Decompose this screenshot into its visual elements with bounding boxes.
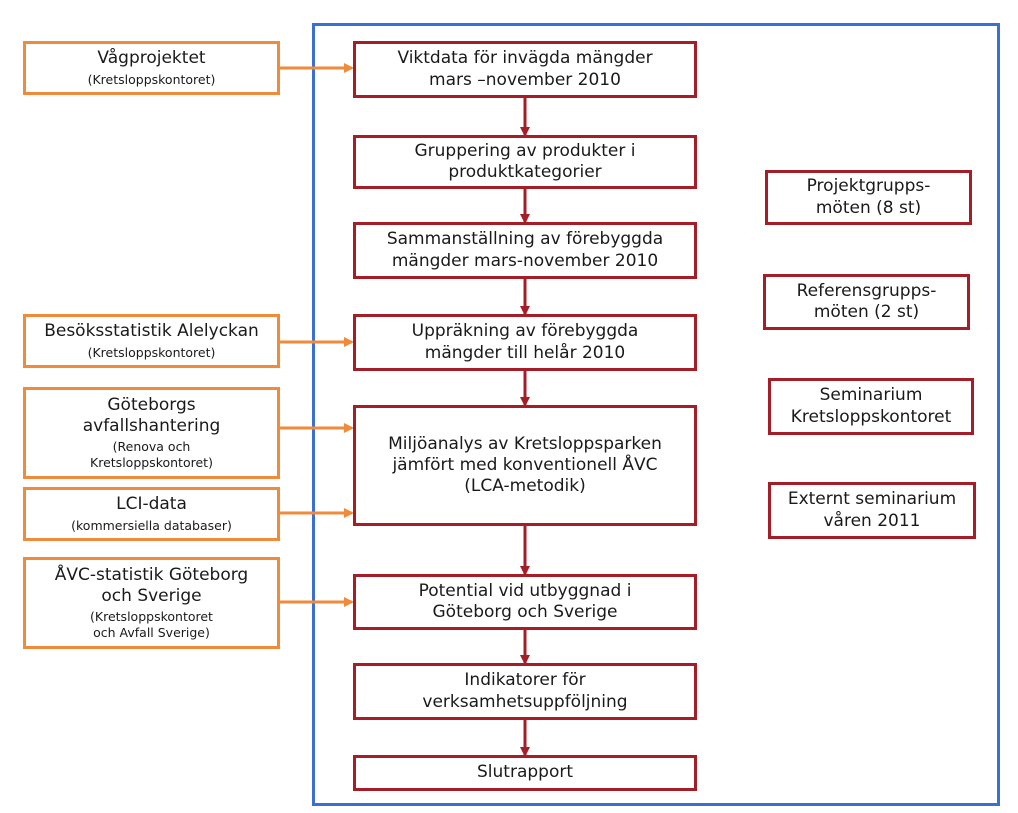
step-line-1: Slutrapport — [477, 762, 573, 783]
step-line-3: (LCA-metodik) — [464, 476, 586, 497]
input-avc-statistik — [23, 557, 280, 649]
step-line-2: mängder mars-november 2010 — [391, 250, 659, 271]
meeting-line-2: möten (2 st) — [813, 302, 920, 322]
step-line-1: Miljöanalys av Kretsloppsparken — [388, 433, 662, 454]
step-line-2: verksamhetsuppföljning — [422, 691, 628, 712]
meeting-line-2: möten (8 st) — [815, 197, 922, 218]
input-source-line-2: Kretsloppskontoret) — [90, 455, 213, 471]
input-goteborgs-avfall — [23, 387, 280, 479]
step-line-2: mängder till helår 2010 — [424, 342, 626, 363]
step-potential — [353, 574, 697, 630]
meeting-line-1: Referensgrupps- — [796, 280, 937, 301]
step-line-1: Potential vid utbyggnad i — [418, 580, 632, 601]
meeting-line-2: Kretsloppskontoret — [790, 406, 952, 427]
input-source-line-2: och Avfall Sverige) — [93, 625, 210, 641]
step-line-1: Sammanställning av förebyggda — [386, 229, 664, 250]
input-source: (kommersiella databaser) — [71, 517, 232, 533]
step-gruppering — [353, 135, 697, 189]
meeting-referensgrupp — [763, 274, 970, 330]
step-line-1: Indikatorer för — [464, 670, 586, 691]
step-upprakning — [353, 314, 697, 371]
input-title: Besöksstatistik Alelyckan — [44, 321, 259, 342]
input-title-line-1: Göteborgs — [107, 394, 196, 415]
meeting-projektgrupp — [765, 170, 972, 225]
input-source: (Kretsloppskontoret) — [87, 71, 216, 87]
input-source: (Kretsloppskontoret) — [87, 344, 216, 360]
input-vagprojektet — [23, 41, 280, 95]
input-besoksstatistik — [23, 314, 280, 368]
step-line-1: Uppräkning av förebyggda — [411, 321, 639, 342]
step-indikatorer — [353, 663, 697, 720]
step-line-2: Göteborg och Sverige — [432, 602, 618, 622]
input-lci-data — [23, 487, 280, 541]
step-line-1: Gruppering av produkter i — [414, 140, 636, 161]
step-line-2: produktkategorier — [448, 162, 602, 182]
input-title: LCI-data — [116, 494, 187, 515]
input-source-line-1: (Kretsloppskontoret — [90, 609, 213, 624]
input-title-line-2: och Sverige — [101, 585, 202, 606]
step-slutrapport — [353, 755, 697, 791]
step-sammanstallning — [353, 222, 697, 279]
input-source-line-1: (Renova och — [112, 439, 191, 454]
step-line-2: mars –november 2010 — [429, 69, 621, 90]
meeting-line-1: Projektgrupps- — [806, 176, 931, 197]
step-line-1: Viktdata för invägda mängder — [397, 48, 653, 69]
meeting-line-2: våren 2011 — [823, 510, 921, 531]
input-title-line-1: ÅVC-statistik Göteborg — [54, 564, 249, 585]
step-viktdata — [353, 41, 697, 98]
meeting-seminarium — [768, 378, 974, 435]
step-line-2: jämfört med konventionell ÅVC — [392, 454, 658, 475]
step-miljoanalys — [353, 405, 697, 526]
input-title: Vågprojektet — [97, 48, 206, 69]
meeting-externt — [768, 482, 976, 539]
input-title-line-2: avfallshantering — [82, 415, 221, 436]
meeting-line-1: Externt seminarium — [787, 489, 957, 510]
meeting-line-1: Seminarium — [819, 385, 923, 406]
